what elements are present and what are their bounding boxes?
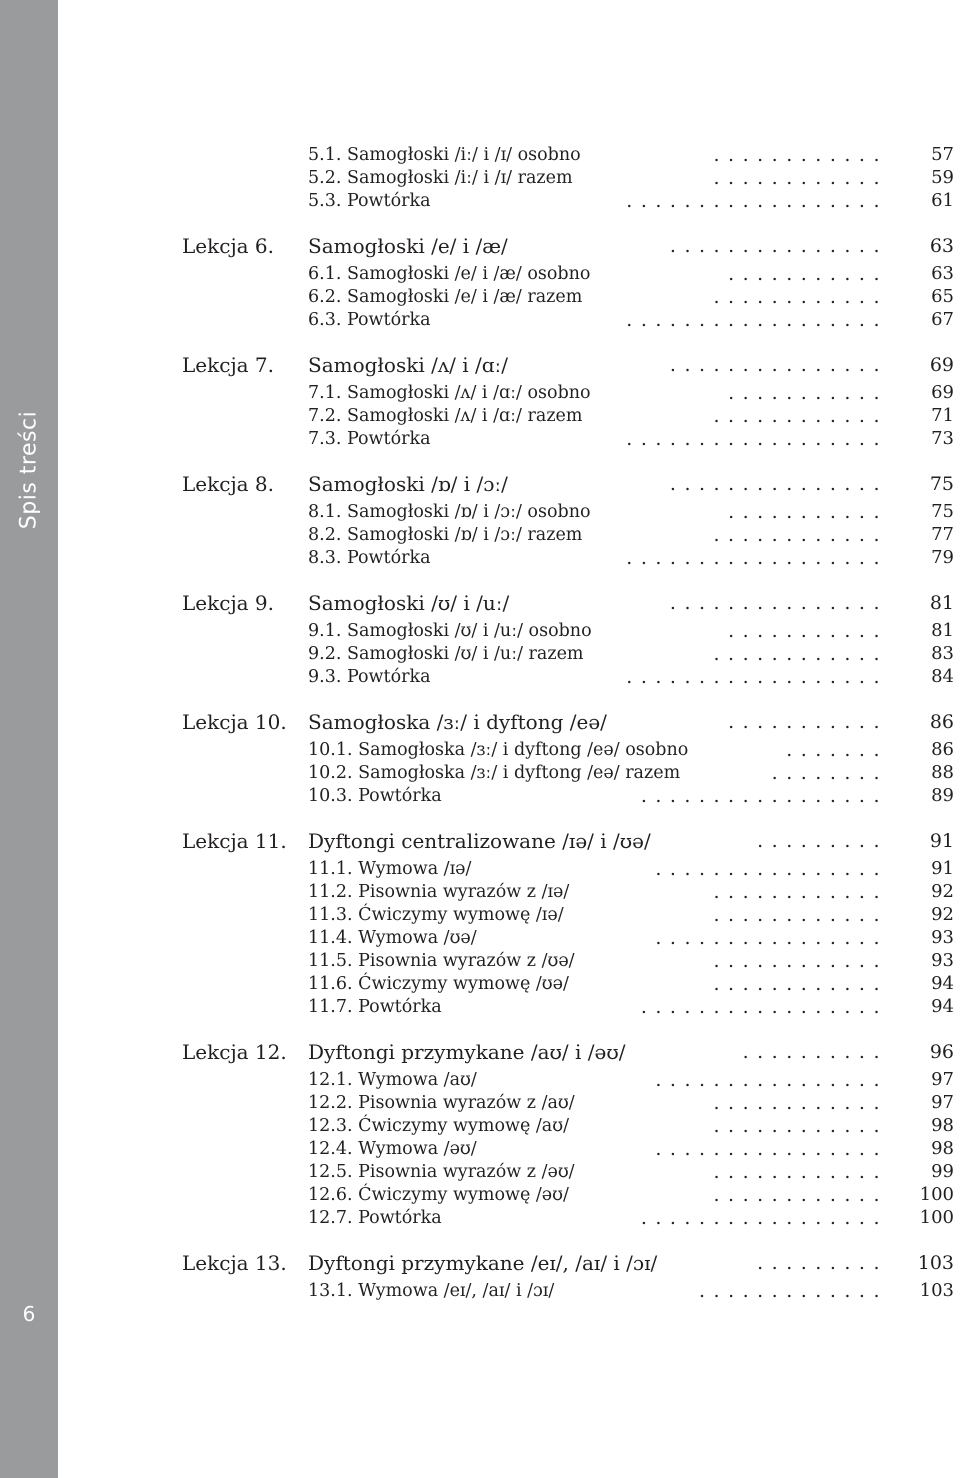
page-number-ref: 63 <box>929 235 954 257</box>
toc-lesson-row[interactable] <box>0 472 960 496</box>
lesson-label: Lekcja 7. <box>182 353 275 377</box>
section-title: 12.4. Wymowa /əʊ/ <box>308 1139 477 1159</box>
toc-lesson-row[interactable] <box>0 1251 960 1275</box>
dot-leader: ................ <box>655 927 888 949</box>
dot-leader: .......... <box>742 1041 888 1063</box>
dot-leader: ........... <box>728 382 888 404</box>
page-number-ref: 81 <box>929 592 954 614</box>
page-number-ref: 99 <box>931 1161 954 1182</box>
toc-section-row[interactable] <box>0 427 960 451</box>
dot-leader: ............ <box>713 881 888 903</box>
section-title: 6.3. Powtórka <box>308 310 431 330</box>
toc-section-row[interactable] <box>0 880 960 904</box>
page-number-ref: 94 <box>931 996 954 1017</box>
dot-leader: ........... <box>728 620 888 642</box>
dot-leader: ................ <box>655 1069 888 1091</box>
page-number-ref: 59 <box>931 167 954 188</box>
lesson-title: Dyftongi centralizowane /ɪə/ i /ʊə/ <box>308 829 651 853</box>
toc-lesson-row[interactable] <box>0 353 960 377</box>
dot-leader: ............... <box>669 235 888 257</box>
section-title: 6.2. Samogłoski /e/ i /æ/ razem <box>308 287 583 307</box>
toc-section-row[interactable] <box>0 189 960 213</box>
page-number-ref: 96 <box>929 1041 954 1063</box>
section-title: 12.6. Ćwiczymy wymowę /əʊ/ <box>308 1185 569 1205</box>
dot-leader: ............ <box>713 950 888 972</box>
dot-leader: ............ <box>713 1115 888 1137</box>
page-number-ref: 86 <box>929 711 954 733</box>
dot-leader: ............ <box>713 904 888 926</box>
toc-section-row[interactable] <box>0 995 960 1019</box>
toc-section-row[interactable] <box>0 166 960 190</box>
page-number-ref: 81 <box>931 620 954 641</box>
lesson-title: Samogłoski /ʌ/ i /ɑː/ <box>308 353 508 377</box>
section-title: 11.4. Wymowa /ʊə/ <box>308 928 477 948</box>
page-number-ref: 75 <box>931 501 954 522</box>
toc-section-row[interactable] <box>0 1206 960 1230</box>
lesson-label: Lekcja 13. <box>182 1251 287 1275</box>
toc-section-row[interactable] <box>0 523 960 547</box>
toc-section-row[interactable] <box>0 308 960 332</box>
section-title: 8.1. Samogłoski /ɒ/ i /ɔː/ osobno <box>308 502 591 522</box>
toc-section-row[interactable] <box>0 1160 960 1184</box>
dot-leader: .................. <box>626 547 888 569</box>
dot-leader: ................. <box>640 996 888 1018</box>
dot-leader: ............ <box>713 1184 888 1206</box>
section-title: 11.3. Ćwiczymy wymowę /ɪə/ <box>308 905 564 925</box>
lesson-title: Samogłoska /ɜː/ i dyftong /eə/ <box>308 710 607 734</box>
dot-leader: .................. <box>626 309 888 331</box>
dot-leader: ............... <box>669 592 888 614</box>
dot-leader: ............ <box>713 1092 888 1114</box>
lesson-title: Samogłoski /ʊ/ i /uː/ <box>308 591 510 615</box>
page-number-ref: 63 <box>931 263 954 284</box>
section-title: 10.3. Powtórka <box>308 786 442 806</box>
section-title: 11.2. Pisownia wyrazów z /ɪə/ <box>308 882 570 902</box>
page-number-ref: 97 <box>931 1092 954 1113</box>
dot-leader: ................. <box>640 1207 888 1229</box>
toc-section-row[interactable] <box>0 285 960 309</box>
dot-leader: ............ <box>713 643 888 665</box>
page-number-ref: 88 <box>931 762 954 783</box>
toc-section-row[interactable] <box>0 381 960 405</box>
dot-leader: ........... <box>728 711 888 733</box>
toc-section-row[interactable] <box>0 143 960 167</box>
page-number-ref: 57 <box>931 144 954 165</box>
section-title: 5.2. Samogłoski /iː/ i /ɪ/ razem <box>308 168 573 188</box>
dot-leader: ............ <box>713 167 888 189</box>
page-number-ref: 97 <box>931 1069 954 1090</box>
dot-leader: ............. <box>698 1280 888 1302</box>
section-title: 5.1. Samogłoski /iː/ i /ɪ/ osobno <box>308 145 581 165</box>
page-number-ref: 65 <box>931 286 954 307</box>
page-number-ref: 69 <box>931 382 954 403</box>
lesson-title: Samogłoski /e/ i /æ/ <box>308 234 508 258</box>
section-title: 12.3. Ćwiczymy wymowę /aʊ/ <box>308 1116 569 1136</box>
lesson-label: Lekcja 12. <box>182 1040 287 1064</box>
dot-leader: ........ <box>771 762 888 784</box>
lesson-title: Dyftongi przymykane /eɪ/, /aɪ/ i /ɔɪ/ <box>308 1251 658 1275</box>
toc-section-row[interactable] <box>0 642 960 666</box>
page-number-ref: 89 <box>931 785 954 806</box>
toc-section-row[interactable] <box>0 404 960 428</box>
toc-section-row[interactable] <box>0 665 960 689</box>
lesson-label: Lekcja 6. <box>182 234 275 258</box>
dot-leader: ........... <box>728 263 888 285</box>
page-number-ref: 92 <box>931 904 954 925</box>
dot-leader: .................. <box>626 428 888 450</box>
page-number-ref: 86 <box>931 739 954 760</box>
toc-section-row[interactable] <box>0 1137 960 1161</box>
toc-section-row[interactable] <box>0 761 960 785</box>
toc-section-row[interactable] <box>0 1183 960 1207</box>
section-title: 7.1. Samogłoski /ʌ/ i /ɑː/ osobno <box>308 383 591 403</box>
toc-section-row[interactable] <box>0 738 960 762</box>
section-title: 10.2. Samogłoska /ɜː/ i dyftong /eə/ razem <box>308 763 681 783</box>
section-title: 9.3. Powtórka <box>308 667 431 687</box>
toc-section-row[interactable] <box>0 903 960 927</box>
section-title: 12.7. Powtórka <box>308 1208 442 1228</box>
section-title: 11.6. Ćwiczymy wymowę /ʊə/ <box>308 974 569 994</box>
toc-section-row[interactable] <box>0 857 960 881</box>
page-number-ref: 73 <box>931 428 954 449</box>
page-number-ref: 83 <box>931 643 954 664</box>
page-number-ref: 91 <box>931 858 954 879</box>
page-number-ref: 92 <box>931 881 954 902</box>
section-title: 7.2. Samogłoski /ʌ/ i /ɑː/ razem <box>308 406 583 426</box>
dot-leader: .................. <box>626 666 888 688</box>
dot-leader: ................ <box>655 1138 888 1160</box>
toc-section-row[interactable] <box>0 972 960 996</box>
page-number-ref: 91 <box>929 830 954 852</box>
section-title: 12.1. Wymowa /aʊ/ <box>308 1070 477 1090</box>
toc-lesson-row[interactable] <box>0 1040 960 1064</box>
section-title: 9.1. Samogłoski /ʊ/ i /uː/ osobno <box>308 621 592 641</box>
page-number-ref: 75 <box>929 473 954 495</box>
dot-leader: ........... <box>728 501 888 523</box>
dot-leader: ................ <box>655 858 888 880</box>
lesson-label: Lekcja 10. <box>182 710 287 734</box>
toc-lesson-row[interactable] <box>0 829 960 853</box>
toc-section-row[interactable] <box>0 546 960 570</box>
lesson-title: Samogłoski /ɒ/ i /ɔː/ <box>308 472 508 496</box>
dot-leader: ............ <box>713 973 888 995</box>
dot-leader: ......... <box>757 1252 888 1274</box>
page-number-ref: 98 <box>931 1115 954 1136</box>
section-title: 8.3. Powtórka <box>308 548 431 568</box>
toc-section-row[interactable] <box>0 500 960 524</box>
section-title: 7.3. Powtórka <box>308 429 431 449</box>
toc-section-row[interactable] <box>0 1091 960 1115</box>
page-number-ref: 100 <box>919 1184 954 1205</box>
page-number-ref: 94 <box>931 973 954 994</box>
toc-lesson-row[interactable] <box>0 234 960 258</box>
page-number: 6 <box>22 1302 36 1326</box>
section-title: 13.1. Wymowa /eɪ/, /aɪ/ i /ɔɪ/ <box>308 1281 555 1301</box>
dot-leader: ................. <box>640 785 888 807</box>
toc-section-row[interactable] <box>0 1114 960 1138</box>
page-number-ref: 84 <box>931 666 954 687</box>
page-number-ref: 103 <box>919 1280 954 1301</box>
dot-leader: ............... <box>669 473 888 495</box>
page-number-ref: 93 <box>931 927 954 948</box>
section-title: 11.7. Powtórka <box>308 997 442 1017</box>
page-number-ref: 71 <box>931 405 954 426</box>
dot-leader: ....... <box>786 739 888 761</box>
section-title: 12.2. Pisownia wyrazów z /aʊ/ <box>308 1093 575 1113</box>
dot-leader: ............ <box>713 405 888 427</box>
page-number-ref: 67 <box>931 309 954 330</box>
dot-leader: ............... <box>669 354 888 376</box>
dot-leader: ............ <box>713 524 888 546</box>
page-number-ref: 69 <box>929 354 954 376</box>
page-number-ref: 93 <box>931 950 954 971</box>
dot-leader: ............ <box>713 144 888 166</box>
dot-leader: .................. <box>626 190 888 212</box>
lesson-label: Lekcja 9. <box>182 591 275 615</box>
page-number-ref: 100 <box>919 1207 954 1228</box>
toc-section-row[interactable] <box>0 262 960 286</box>
dot-leader: ......... <box>757 830 888 852</box>
page-number-ref: 103 <box>917 1252 954 1274</box>
lesson-label: Lekcja 11. <box>182 829 287 853</box>
page-number-ref: 77 <box>931 524 954 545</box>
toc-section-row[interactable] <box>0 949 960 973</box>
toc-section-row[interactable] <box>0 619 960 643</box>
lesson-label: Lekcja 8. <box>182 472 275 496</box>
page-number-ref: 61 <box>931 190 954 211</box>
section-title: 6.1. Samogłoski /e/ i /æ/ osobno <box>308 264 591 284</box>
section-title: 11.1. Wymowa /ɪə/ <box>308 859 472 879</box>
section-title: 10.1. Samogłoska /ɜː/ i dyftong /eə/ osobno <box>308 740 689 760</box>
page-number-ref: 98 <box>931 1138 954 1159</box>
section-title: 11.5. Pisownia wyrazów z /ʊə/ <box>308 951 575 971</box>
toc-section-row[interactable] <box>0 1279 960 1303</box>
toc-lesson-row[interactable] <box>0 591 960 615</box>
section-title: 9.2. Samogłoski /ʊ/ i /uː/ razem <box>308 644 584 664</box>
toc-section-row[interactable] <box>0 926 960 950</box>
toc-section-row[interactable] <box>0 784 960 808</box>
section-title: 5.3. Powtórka <box>308 191 431 211</box>
page-number-ref: 79 <box>931 547 954 568</box>
lesson-title: Dyftongi przymykane /aʊ/ i /əʊ/ <box>308 1040 626 1064</box>
dot-leader: ............ <box>713 286 888 308</box>
toc-section-row[interactable] <box>0 1068 960 1092</box>
side-tab-title: Spis treści <box>16 410 42 530</box>
section-title: 8.2. Samogłoski /ɒ/ i /ɔː/ razem <box>308 525 583 545</box>
toc-lesson-row[interactable] <box>0 710 960 734</box>
dot-leader: ............ <box>713 1161 888 1183</box>
section-title: 12.5. Pisownia wyrazów z /əʊ/ <box>308 1162 575 1182</box>
